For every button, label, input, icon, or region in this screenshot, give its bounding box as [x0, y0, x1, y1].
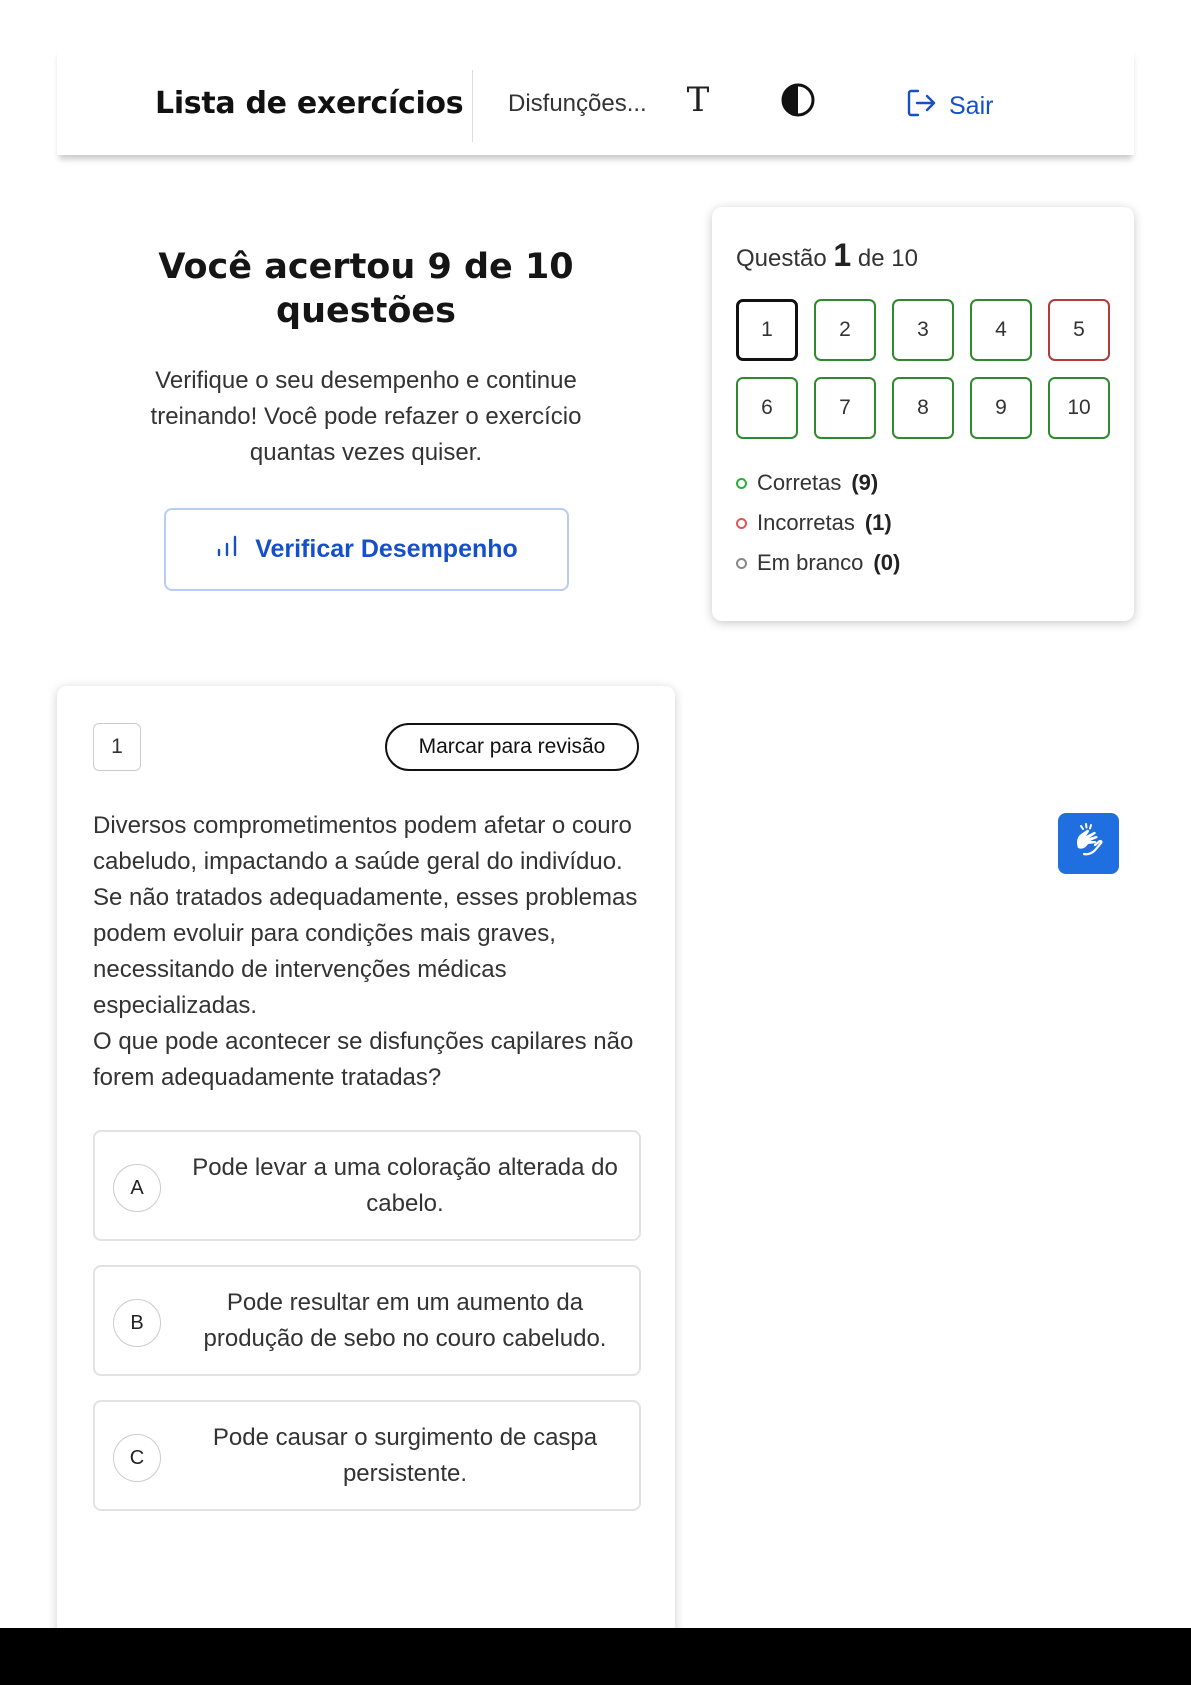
option-b[interactable]: [93, 1265, 641, 1376]
result-title: Você acertou 9 de 10 questões: [158, 247, 574, 331]
option-text: Pode causar o surgimento de caspa persistente.: [212, 1423, 598, 1487]
question-prompt: O que pode acontecer se disfunções capilares não forem adequadamente tratadas?: [93, 1028, 634, 1091]
option-letter: B: [113, 1299, 161, 1347]
option-text: Pode levar a uma coloração alterada do cabelo.: [192, 1153, 618, 1217]
legend-incorrect-count: (1): [864, 510, 892, 535]
header-divider: [472, 70, 473, 142]
navigator-label-prefix: Questão: [736, 245, 827, 272]
result-description: Verifique o seu desempenho e continue treinando! Você pode refazer o exercício quantas vezes quiser.: [150, 367, 582, 466]
option-text: Pode resultar em um aumento da produção de sebo no couro cabeludo.: [203, 1288, 607, 1352]
question-button-2[interactable]: 2: [814, 299, 876, 361]
green-circle-icon: [736, 478, 747, 489]
question-card: [57, 686, 675, 1628]
bar-chart-icon: [215, 533, 241, 566]
option-a[interactable]: [93, 1130, 641, 1241]
option-c[interactable]: [93, 1400, 641, 1511]
top-header: [57, 48, 1134, 155]
legend-incorrect: [736, 503, 900, 543]
question-navigator: [712, 207, 1134, 621]
question-button-6[interactable]: 6: [736, 377, 798, 439]
logout-icon: [905, 86, 939, 127]
check-performance-button[interactable]: [164, 508, 569, 591]
font-size-icon[interactable]: T: [686, 80, 710, 120]
question-button-10[interactable]: 10: [1048, 377, 1110, 439]
question-button-4[interactable]: 4: [970, 299, 1032, 361]
legend-correct: [736, 463, 900, 503]
navigator-label-suffix: de 10: [857, 245, 918, 272]
question-button-5[interactable]: 5: [1048, 299, 1110, 361]
subject-title: Disfunções...: [508, 90, 647, 117]
legend-correct-count: (9): [851, 470, 879, 495]
question-button-3[interactable]: 3: [892, 299, 954, 361]
question-button-8[interactable]: 8: [892, 377, 954, 439]
question-number-badge: 1: [93, 723, 141, 771]
page-title: Lista de exercícios: [155, 86, 464, 121]
gray-circle-icon: [736, 558, 747, 569]
question-button-1[interactable]: 1: [736, 299, 798, 361]
logout-label: Sair: [949, 92, 994, 120]
logout-button[interactable]: [905, 86, 993, 127]
question-button-7[interactable]: 7: [814, 377, 876, 439]
legend-blank-label: Em branco: [757, 550, 864, 575]
status-legend: [736, 463, 900, 583]
option-letter: C: [113, 1434, 161, 1482]
legend-blank-count: (0): [873, 550, 901, 575]
sign-language-icon: [1068, 820, 1110, 867]
sign-language-widget-button[interactable]: [1058, 813, 1119, 874]
legend-correct-label: Corretas: [757, 470, 842, 495]
legend-blank: [736, 543, 900, 583]
navigator-current: 1: [833, 237, 852, 273]
option-letter: A: [113, 1164, 161, 1212]
red-circle-icon: [736, 518, 747, 529]
question-button-9[interactable]: 9: [970, 377, 1032, 439]
navigator-heading: [736, 237, 918, 274]
check-performance-label: Verificar Desempenho: [255, 535, 518, 563]
question-text: [93, 808, 645, 1096]
legend-incorrect-label: Incorretas: [757, 510, 855, 535]
contrast-icon[interactable]: [780, 82, 816, 118]
question-grid: [736, 299, 1110, 439]
question-context: Diversos comprometimentos podem afetar o couro cabeludo, impactando a saúde geral do indivíduo. Se não tratados adequadamente, esses problemas podem evoluir para condições mais graves, necessitando de intervenções médicas especializadas.: [93, 812, 638, 1019]
mark-for-review-button[interactable]: Marcar para revisão: [385, 723, 639, 771]
